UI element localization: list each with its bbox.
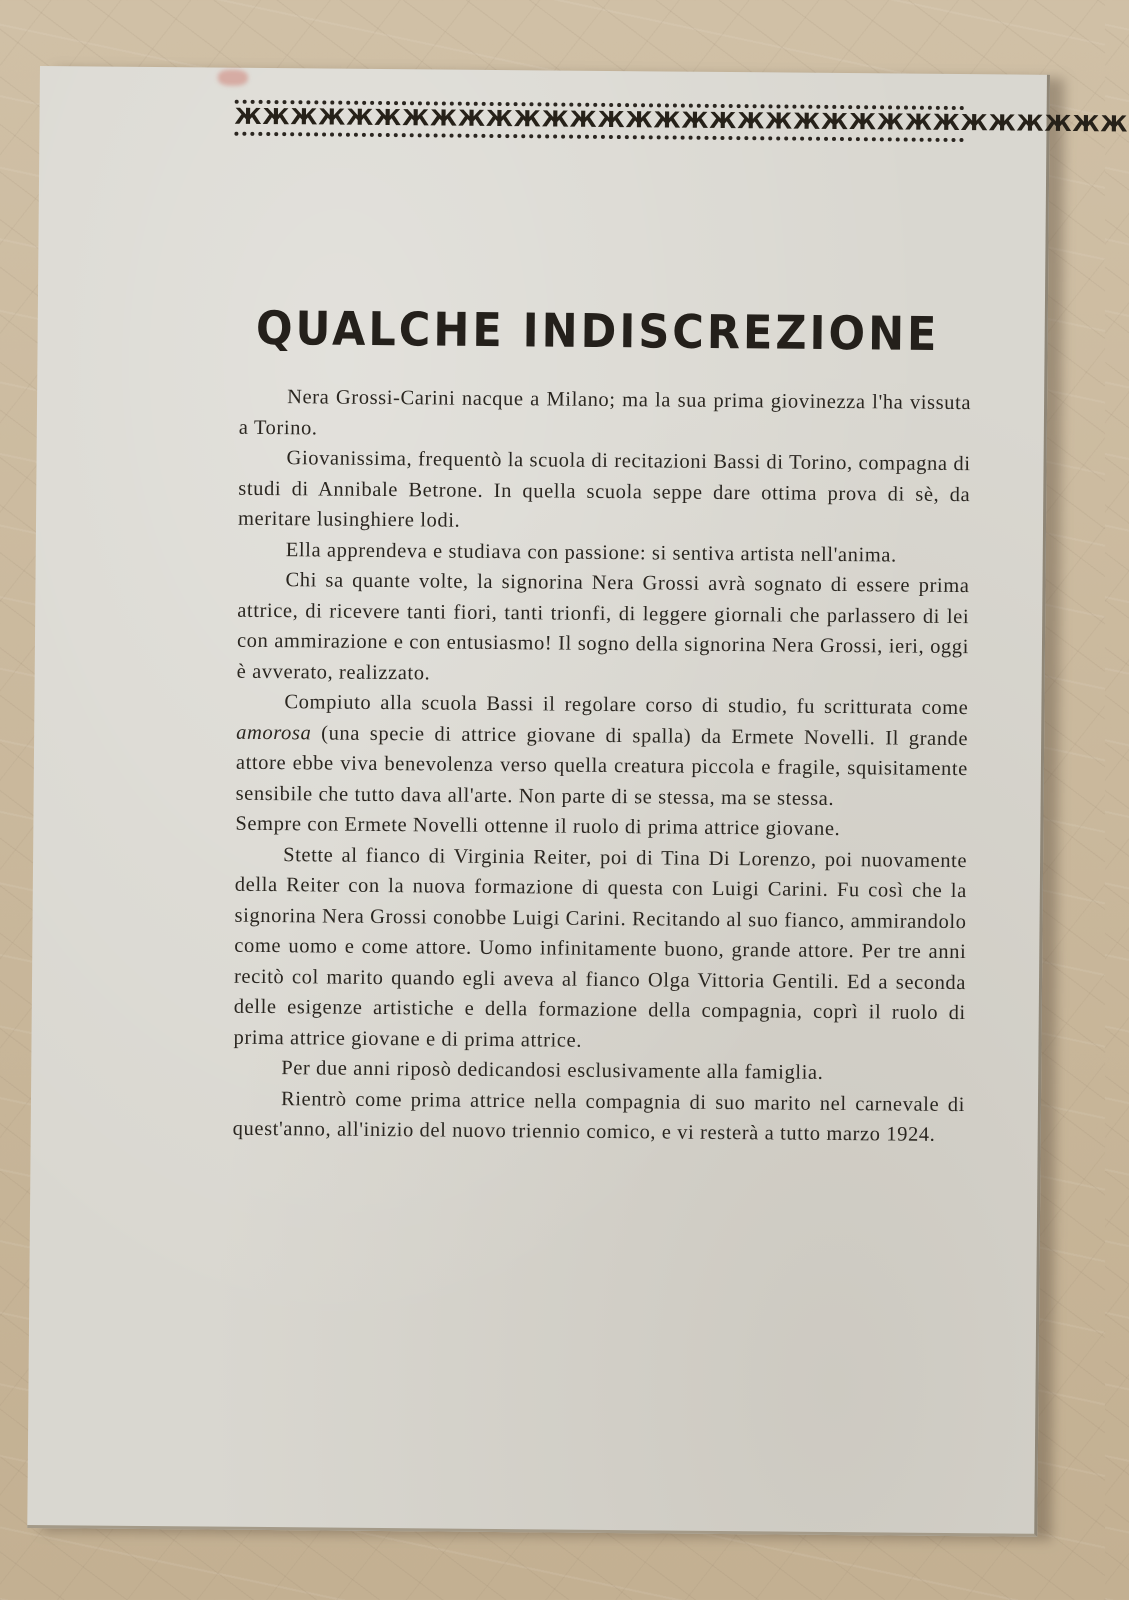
ornament-pattern: ЖЖЖЖЖЖЖЖЖЖЖЖЖЖЖЖЖЖЖЖЖЖЖЖЖЖЖЖЖЖЖЖ (234, 104, 1129, 138)
paragraph: Per due anni riposò dedicandosi esclusivamente alla famiglia. (281, 1057, 824, 1084)
article-body (233, 382, 972, 1151)
document-page (27, 66, 1129, 1537)
paragraph-text: (una specie di attrice giovane di spalla) da Ermete Novelli. Il grande attore ebbe viva benevolenza verso quella creatura piccola e fragile, squisitamente sensibile che tutto dava all'arte. Non parte di se stessa, ma se stessa. (235, 721, 969, 810)
paragraph: Ella apprendeva e studiava con passione: si sentiva artista nell'anima. (285, 538, 897, 566)
paragraph (236, 687, 969, 815)
paragraph: Giovanissima, frequentò la scuola di recitazioni Bassi di Torino, compagna di studi di Annibale Betrone. In quella scuola seppe dare ottima prova di sè, da meritare lusinghiere lodi. (237, 447, 971, 532)
paper-stain (218, 70, 248, 86)
paragraph: Chi sa quante volte, la signorina Nera Grossi avrà sognato di essere prima attrice, di ricevere tanti fiori, tanti trionfi, di leggere giornali che parlassero di lei con ammirazione e con entusiasmo! Il sogno della signorina Nera Grossi, ieri, oggi è avverato, realizzato. (236, 569, 970, 684)
paragraph: Nera Grossi-Carini nacque a Milano; ma la sua prima giovinezza l'ha vissuta a Torino. (238, 386, 972, 439)
decorative-border (234, 100, 1129, 142)
paragraph: Rientrò come prima attrice nella compagnia di suo marito nel carnevale di quest'anno, all'inizio del nuovo triennio comico, e vi resterà a tutto marzo 1924. (232, 1087, 966, 1146)
page-title: QUALCHE INDISCREZIONE (255, 301, 940, 362)
paragraph: Sempre con Ermete Novelli ottenne il ruolo di prima attrice giovane. (235, 812, 841, 841)
paragraph-text: Compiuto alla scuola Bassi il regolare corso di studio, fu scritturata come (284, 691, 969, 720)
paragraph: Stette al fianco di Virginia Reiter, poi di Tina Di Lorenzo, poi nuovamente della Reiter con la nuova formazione di questa con Luigi Carini. Fu così che la signorina Nera Grossi conobbe Luigi Carini. Recitando al suo fianco, ammirandolo come uomo e come attore. Uomo infinitamente buono, grande attore. Per tre anni recitò col marito quando egli aveva al fianco Olga Vittoria Gentili. Ed a seconda delle esigenze artistiche e della formazione della compagnia, coprì il ruolo di prima attrice giovane e di prima attrice. (233, 843, 968, 1052)
italic-term: amorosa (236, 721, 312, 744)
